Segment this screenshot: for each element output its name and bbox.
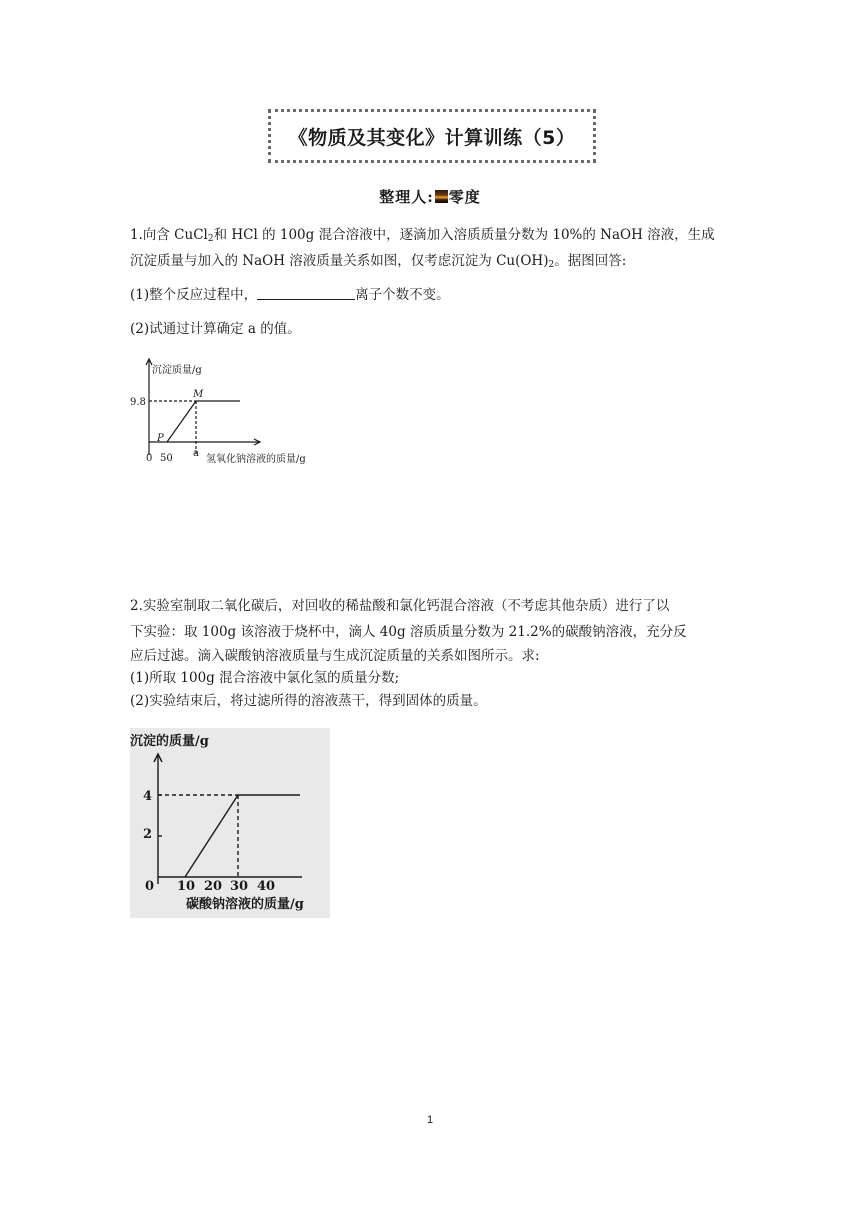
q2-line1: 2.实验室制取二氧化碳后，对回收的稀盐酸和氯化钙混合溶液（不考虑其他杂质）进行了以 — [130, 598, 670, 614]
q2-stem — [130, 593, 742, 713]
fig1-label-p: P — [157, 433, 164, 444]
fig1-xlabel: 氢氧化钠溶液的质量/g — [206, 454, 306, 465]
fig2-xlabel: 碳酸钠溶液的质量/g — [186, 897, 304, 912]
figure-1-chart — [130, 355, 340, 467]
q1-line2-sub: 2 — [548, 260, 555, 270]
fig2-origin: 0 — [145, 879, 155, 894]
fig1-xtick-a: a — [193, 448, 199, 459]
figure-2-chart — [130, 728, 330, 918]
document-title: 《物质及其变化》计算训练（5） — [268, 109, 596, 163]
organizer-line — [0, 186, 860, 207]
organizer-name: 零度 — [448, 188, 481, 206]
organizer-label: 整理人: — [379, 188, 434, 206]
q2-line2: 下实验：取 100g 该溶液于烧杯中，滴人 40g 溶质质量分数为 21.2%的碳酸钠溶液，充分反 — [130, 624, 687, 640]
fig1-ytick-9.8: 9.8 — [130, 397, 146, 408]
page-number: 1 — [426, 1114, 434, 1126]
q1-line1-sub: 2 — [207, 234, 214, 244]
q2-line3: 应后过滤。滴入碳酸钠溶液质量与生成沉淀质量的关系如图所示。求: — [130, 648, 540, 664]
organizer-avatar-icon — [435, 190, 448, 203]
fig2-xtick-20: 20 — [204, 879, 223, 894]
q1-line1-pre: 1.向含 CuCl — [130, 227, 208, 243]
fig2-xtick-40: 40 — [257, 879, 276, 894]
fig2-ylabel: 沉淀的质量/g — [130, 734, 209, 749]
q1-line2-post: 。据图回答: — [554, 253, 627, 269]
q1-line1-post: 和 HCl 的 100g 混合溶液中，逐滴加入溶质质量分数为 10%的 NaOH 溶液，生成 — [213, 227, 715, 243]
fig1-series-rise — [167, 401, 196, 442]
q1-part2: (2)试通过计算确定 a 的值。 — [130, 321, 301, 337]
q1-part1-pre: (1)整个反应过程中， — [130, 287, 258, 303]
fig1-ylabel: 沉淀质量/g — [152, 365, 202, 376]
fig2-series-rise — [185, 795, 238, 877]
q1-stem — [130, 222, 742, 274]
fig2-xtick-30: 30 — [230, 879, 249, 894]
q2-part1: (1)所取 100g 混合溶液中氯化氢的质量分数; — [130, 670, 400, 686]
fig2-xtick-10: 10 — [177, 879, 196, 894]
fig2-ytick-4: 4 — [143, 789, 153, 804]
fig1-xtick-50: 50 — [160, 453, 173, 464]
answer-blank[interactable] — [257, 285, 355, 300]
q1-part1 — [130, 282, 742, 308]
fig1-xtick-0: 0 — [146, 453, 153, 464]
q1-part1-post: 离子个数不变。 — [355, 287, 450, 303]
q1-line2-pre: 沉淀质量与加入的 NaOH 溶液质量关系如图，仅考虑沉淀为 Cu(OH) — [130, 253, 549, 269]
fig1-label-m: M — [193, 389, 204, 400]
q2-part2: (2)实验结束后，将过滤所得的溶液蒸干，得到固体的质量。 — [130, 693, 487, 709]
fig2-ytick-2: 2 — [143, 827, 153, 842]
